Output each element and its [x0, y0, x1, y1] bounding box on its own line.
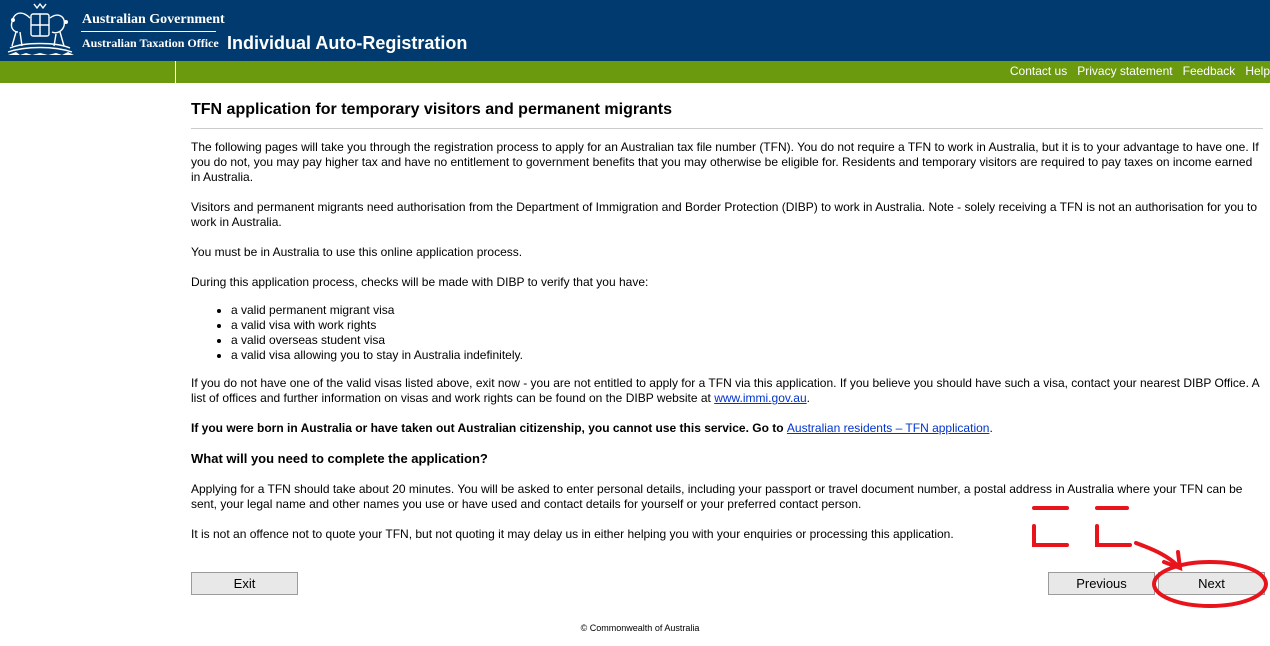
not-offence-paragraph: It is not an offence not to quote your TFN, but not quoting it may delay us in either helping you with your enquiries or processing this application. — [191, 527, 954, 541]
title-divider — [191, 128, 1263, 129]
page-title: TFN application for temporary visitors and permanent migrants — [191, 101, 672, 118]
help-link[interactable]: Help — [1245, 64, 1270, 78]
commonwealth-coat-of-arms-icon — [4, 2, 76, 58]
location-requirement-paragraph: You must be in Australia to use this online application process. — [191, 245, 523, 259]
agency-name: Australian Taxation Office — [82, 36, 219, 50]
section-heading: What will you need to complete the application? — [191, 451, 488, 466]
visa-list — [191, 303, 523, 363]
privacy-statement-link[interactable]: Privacy statement — [1077, 64, 1173, 78]
exit-button[interactable]: Exit — [191, 572, 298, 595]
previous-button[interactable]: Previous — [1048, 572, 1155, 595]
app-title: Individual Auto-Registration — [227, 33, 468, 53]
copyright-footer: © Commonwealth of Australia — [580, 623, 700, 633]
authorisation-paragraph: Visitors and permanent migrants need authorisation from the Department of Immigration and Border Protection (DIBP) to work in Australia. Note - solely receiving a TFN is not an authorisation for you to work in Australia. — [191, 200, 1258, 229]
header-divider — [81, 31, 216, 32]
immi-website-link[interactable]: www.immi.gov.au — [714, 391, 807, 405]
utility-links — [1010, 64, 1270, 78]
site-header — [0, 0, 1270, 61]
feedback-link[interactable]: Feedback — [1182, 64, 1236, 78]
list-item: • a valid visa allowing you to stay in Australia indefinitely. — [231, 348, 523, 363]
no-valid-visa-paragraph — [191, 376, 1263, 406]
checks-intro-paragraph: During this application process, checks will be made with DIBP to verify that you have: — [191, 275, 649, 289]
list-item: • a valid visa with work rights — [231, 318, 523, 333]
list-item: • a valid permanent migrant visa — [231, 303, 523, 318]
intro-paragraph: The following pages will take you through the registration process to apply for an Australian tax file number (TFN). You do not require a TFN to work in Australia, but it is to your advantage to have one. If you do not, you may pay higher tax and have no entitlement to government benefits that you may otherwise be eligible for. Residents and temporary visitors are required to pay taxes on income earned in Australia. — [191, 140, 1259, 184]
contact-us-link[interactable]: Contact us — [1009, 64, 1068, 78]
time-needed-paragraph: Applying for a TFN should take about 20 minutes. You will be asked to enter personal details, including your passport or travel document number, a postal address in Australia where your TFN can be sent, your legal name and other names you use or have used and contact details for yourself or your preferred contact person. — [191, 482, 1243, 511]
no-valid-visa-period: . — [806, 391, 810, 405]
australian-residents-tfn-link[interactable]: Australian residents – TFN application — [786, 421, 990, 435]
utility-nav-bar — [0, 61, 1270, 83]
government-name: Australian Government — [82, 12, 225, 27]
next-button[interactable]: Next — [1158, 572, 1265, 595]
main-content — [191, 97, 1263, 541]
born-in-australia-paragraph — [191, 421, 1263, 436]
born-in-australia-text: If you were born in Australia or have taken out Australian citizenship, you cannot use this service. Go to — [191, 421, 787, 435]
list-item: • a valid overseas student visa — [231, 333, 523, 348]
no-valid-visa-text: If you do not have one of the valid visas listed above, exit now - you are not entitled to apply for a TFN via this application. If you believe you should have such a visa, contact your nearest DIBP Office. A list of offices and further information on visas and work rights can be found on the DIBP website at — [191, 376, 1259, 405]
nav-separator — [175, 61, 176, 83]
born-in-australia-period: . — [989, 421, 993, 435]
